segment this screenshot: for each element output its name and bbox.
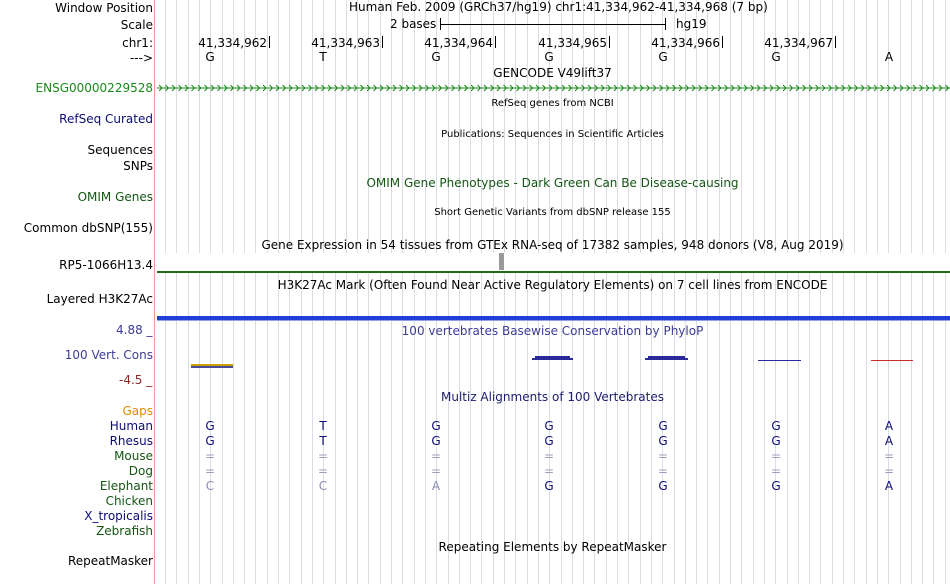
snps-label[interactable]: SNPs (123, 159, 153, 173)
ruler-base: A (884, 50, 894, 64)
alignment-base: A (884, 419, 894, 433)
gtex-expression-bar[interactable] (499, 253, 504, 270)
ruler-tick (609, 36, 610, 48)
label-gutter-divider (154, 0, 155, 584)
alignment-base: G (771, 479, 781, 493)
phylop-max-label: 4.88 _ (116, 323, 153, 337)
alignment-base: G (431, 419, 441, 433)
ruler-position: 41,334,967 (764, 36, 833, 50)
alignment-base: = (543, 464, 555, 478)
phylop-track-title[interactable]: 100 vertebrates Basewise Conservation by PhyloP (401, 324, 704, 338)
gtex-expression-band[interactable] (157, 253, 950, 271)
ruler-base: G (658, 50, 668, 64)
phylop-min-label: -4.5 _ (119, 373, 153, 387)
alignment-base: = (657, 449, 669, 463)
ruler-base: G (431, 50, 441, 64)
alignment-base: = (543, 449, 555, 463)
gencode-gene-feature[interactable] (157, 82, 950, 94)
ruler-position: 41,334,964 (424, 36, 493, 50)
alignment-base: G (431, 434, 441, 448)
h3k27ac-track-title[interactable]: H3K27Ac Mark (Often Found Near Active Regulatory Elements) on 7 cell lines from ENCODE (277, 278, 828, 292)
repeatmasker-track-title[interactable]: Repeating Elements by RepeatMasker (438, 540, 667, 554)
omim-track-label[interactable]: OMIM Genes (77, 190, 153, 204)
ruler-position: 41,334,965 (538, 36, 607, 50)
gtex-track-title[interactable]: Gene Expression in 54 tissues from GTEx RNA-seq of 17382 samples, 948 donors (V8, Aug 2019) (261, 238, 844, 252)
ruler-position: 41,334,966 (651, 36, 720, 50)
scale-label[interactable]: Scale (120, 18, 153, 32)
alignment-base: G (771, 434, 781, 448)
window-title: Human Feb. 2009 (GRCh37/hg19) chr1:41,334,962-41,334,968 (7 bp) (349, 0, 768, 14)
alignment-base: = (770, 449, 782, 463)
alignment-base: A (884, 434, 894, 448)
refseq-track-title[interactable]: RefSeq genes from NCBI (491, 98, 614, 109)
multiz-track-title[interactable]: Multiz Alignments of 100 Vertebrates (440, 390, 665, 404)
window-position-label[interactable]: Window Position (55, 1, 153, 15)
alignment-base: T (319, 434, 327, 448)
ruler-position: 41,334,962 (198, 36, 267, 50)
alignment-base: = (883, 449, 895, 463)
alignment-base: = (317, 449, 329, 463)
dbsnp-track-title[interactable]: Short Genetic Variants from dbSNP release 155 (434, 207, 671, 218)
chrom-label[interactable]: chr1: (122, 36, 153, 50)
species-label[interactable]: Chicken (105, 494, 153, 508)
alignment-base: = (883, 464, 895, 478)
alignment-base: T (319, 419, 327, 433)
refseq-track-label[interactable]: RefSeq Curated (59, 112, 153, 126)
alignment-base: G (544, 479, 554, 493)
multiz-gaps-label[interactable]: Gaps (122, 404, 153, 418)
alignment-base: G (205, 434, 215, 448)
publications-track-title[interactable]: Publications: Sequences in Scientific Articles (441, 129, 664, 140)
species-label[interactable]: Dog (128, 464, 153, 478)
alignment-base: G (658, 434, 668, 448)
alignment-base: A (431, 479, 441, 493)
species-label[interactable]: Rhesus (109, 434, 153, 448)
alignment-base: G (544, 419, 554, 433)
alignment-base: = (317, 464, 329, 478)
gencode-gene-label[interactable]: ENSG00000229528 (35, 81, 153, 95)
ruler-tick (722, 36, 723, 48)
alignment-base: = (204, 449, 216, 463)
ruler-tick (269, 36, 270, 48)
omim-track-title[interactable]: OMIM Gene Phenotypes - Dark Green Can Be Disease-causing (366, 176, 739, 190)
species-label[interactable]: Elephant (99, 479, 153, 493)
alignment-base: = (657, 464, 669, 478)
gtex-gene-label[interactable]: RP5-1066H13.4 (59, 258, 153, 272)
alignment-base: G (771, 419, 781, 433)
strand-label: ---> (129, 51, 153, 65)
assembly-label: hg19 (676, 17, 707, 31)
alignment-base: G (658, 419, 668, 433)
alignment-base: G (658, 479, 668, 493)
ruler-tick (382, 36, 383, 48)
ruler-base: G (771, 50, 781, 64)
ruler-base: G (205, 50, 215, 64)
dbsnp-track-label[interactable]: Common dbSNP(155) (23, 221, 153, 235)
repeatmasker-track-label[interactable]: RepeatMasker (67, 554, 153, 568)
ruler-position: 41,334,963 (311, 36, 380, 50)
scale-bar (440, 17, 666, 31)
species-label[interactable]: Mouse (114, 449, 153, 463)
ruler-base: G (544, 50, 554, 64)
alignment-base: = (770, 464, 782, 478)
phylop-signal[interactable] (157, 352, 950, 372)
alignment-base: C (205, 479, 215, 493)
gtex-gene-line[interactable] (157, 271, 950, 273)
species-label[interactable]: X_tropicalis (84, 509, 153, 523)
alignment-base: = (430, 464, 442, 478)
ruler-tick (835, 36, 836, 48)
alignment-base: G (544, 434, 554, 448)
publications-track-label[interactable]: Sequences (87, 143, 153, 157)
h3k27ac-track-label[interactable]: Layered H3K27Ac (46, 292, 153, 306)
ruler-base: T (319, 50, 327, 64)
alignment-base: G (205, 419, 215, 433)
scale-text: 2 bases (390, 17, 437, 31)
gencode-track-title[interactable]: GENCODE V49lift37 (493, 66, 612, 80)
species-label[interactable]: Zebrafish (96, 524, 153, 538)
h3k27ac-signal-edge (157, 320, 950, 321)
alignment-base: = (204, 464, 216, 478)
phylop-track-label[interactable]: 100 Vert. Cons (64, 348, 153, 362)
alignment-base: = (430, 449, 442, 463)
alignment-base: A (884, 479, 894, 493)
species-label[interactable]: Human (109, 419, 153, 433)
ruler-tick (495, 36, 496, 48)
alignment-base: C (318, 479, 328, 493)
